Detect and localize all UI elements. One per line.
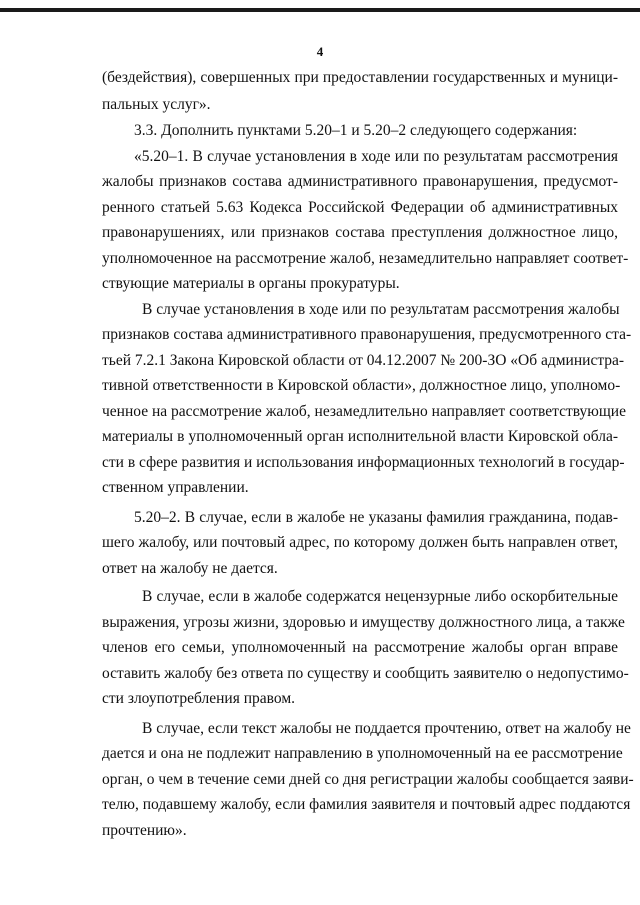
text-line: «5.20–1. В случае установления в ходе или по результатам рассмотрения	[134, 148, 618, 165]
text-line: (бездействия), совершенных при предоставлении государственных и муници-	[102, 69, 618, 86]
text-line: ренного статьей 5.63 Кодекса Российской Федерации об административных	[102, 199, 618, 216]
text-line: членов его семьи, уполномоченный на рассмотрение жалобы орган вправе	[102, 639, 618, 656]
text-line: оставить жалобу без ответа по существу и сообщить заявителю о недопустимо-	[102, 665, 629, 682]
text-line: тивной ответственности в Кировской области», должностное лицо, уполномо-	[102, 377, 621, 394]
text-line: В случае, если текст жалобы не поддается прочтению, ответ на жалобу не	[142, 720, 631, 737]
text-line: орган, о чем в течение семи дней со дня регистрации жалобы сообщается заяви-	[102, 771, 634, 788]
text-line: жалобы признаков состава административного правонарушения, предусмот-	[102, 173, 618, 190]
top-border-line	[0, 8, 640, 12]
text-line: ответ на жалобу не дается.	[102, 560, 278, 577]
text-line: уполномоченное на рассмотрение жалоб, незамедлительно направляет соответ-	[102, 250, 629, 267]
text-line: сти злоупотребления правом.	[102, 690, 296, 707]
text-line: шего жалобу, или почтовый адрес, по которому должен быть направлен ответ,	[102, 534, 618, 551]
text-line: признаков состава административного правонарушения, предусмотренного ста-	[102, 326, 632, 343]
text-line: В случае, если в жалобе содержатся нецензурные либо оскорбительные	[142, 588, 618, 605]
text-line: прочтению».	[102, 822, 187, 839]
text-line: материалы в уполномоченный орган исполнительной власти Кировской обла-	[102, 428, 618, 445]
text-line: ченное на рассмотрение жалоб, незамедлительно направляет соответствующие	[102, 403, 626, 420]
text-line: ственном управлении.	[102, 479, 249, 496]
text-line: сти в сфере развития и использования информационных технологий в государ-	[102, 454, 625, 471]
text-line: тьей 7.2.1 Закона Кировской области от 04.12.2007 № 200-ЗО «Об администра-	[102, 352, 625, 369]
text-line: правонарушениях, или признаков состава преступления должностное лицо,	[102, 224, 618, 241]
text-line: телю, подавшему жалобу, если фамилия заявителя и почтовый адрес поддаются	[102, 796, 631, 813]
text-line: выражения, угрозы жизни, здоровью и имуществу должностного лица, а также	[102, 614, 625, 631]
text-line: 5.20–2. В случае, если в жалобе не указаны фамилия гражданина, подав-	[134, 509, 618, 526]
text-line: В случае установления в ходе или по результатам рассмотрения жалобы	[142, 301, 620, 318]
text-line: 3.3. Дополнить пунктами 5.20–1 и 5.20–2 следующего содержания:	[134, 122, 578, 139]
text-line: пальных услуг».	[102, 96, 211, 113]
text-line: ствующие материалы в органы прокуратуры.	[102, 275, 400, 292]
text-line: дается и она не подлежит направлению в уполномоченный на ее рассмотрение	[102, 745, 623, 762]
page-number: 4	[316, 44, 324, 59]
